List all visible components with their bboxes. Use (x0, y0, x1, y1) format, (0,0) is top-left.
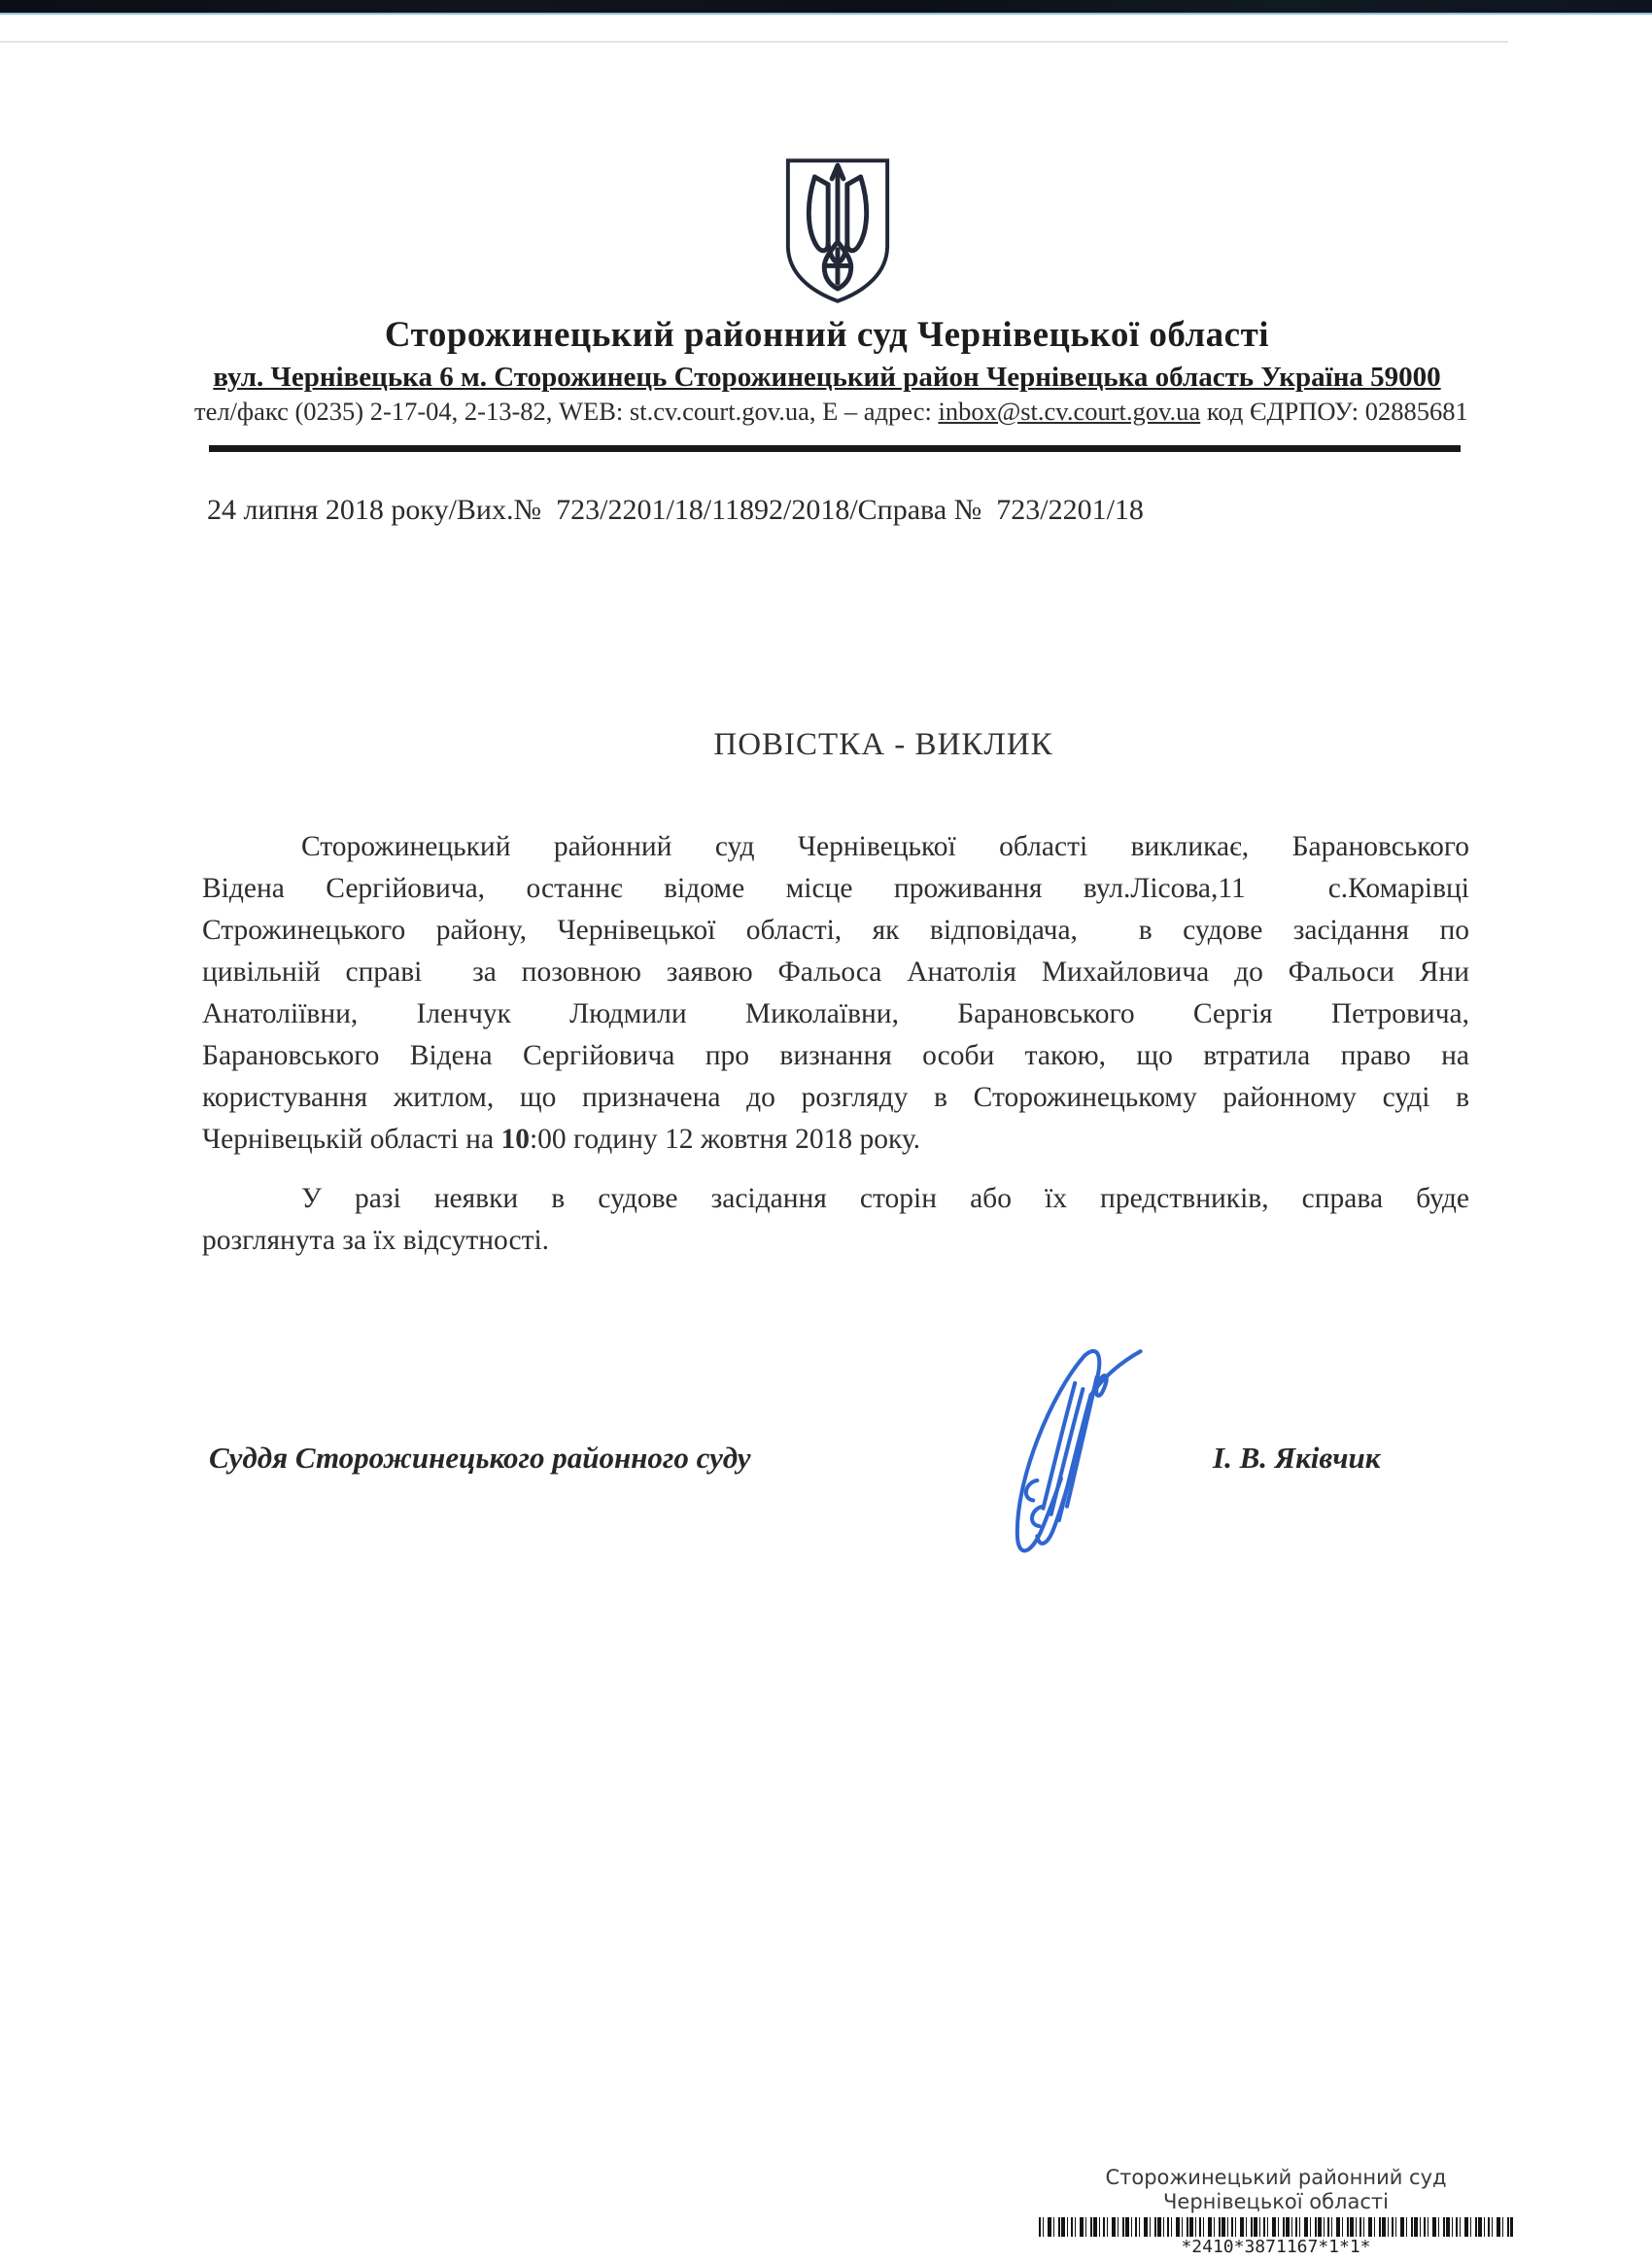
scan-edge-strip (0, 0, 1652, 15)
ukraine-trident-emblem-icon (780, 156, 895, 307)
barcode (1039, 2217, 1513, 2237)
judge-role-label: Суддя Сторожинецького районного суду (209, 1441, 751, 1475)
paragraph-line: користування житлом, що призначена до розгляду в Сторожинецькому районному суді в (202, 1082, 1469, 1113)
hearing-date-pre: Чернівецькій області на (202, 1124, 501, 1155)
contact-pre: тел/факс (0235) 2-17-04, 2-13-82, WEB: st.cv.court.gov.ua, Е – адрес: (194, 397, 939, 426)
footer-barcode-block (994, 2166, 1558, 2257)
hearing-date-post: :00 годину 12 жовтня 2018 року. (529, 1124, 921, 1155)
footer-court-name-line1: Сторожинецький районний суд (1105, 2166, 1447, 2189)
contact-email: inbox@st.cv.court.gov.ua (938, 397, 1201, 426)
footer-court-name-line2: Чернівецької області (1163, 2190, 1389, 2213)
letterhead-rule (209, 445, 1461, 452)
paragraph-line: Відена Сергійовича, останнє відоме місце проживання вул.Лісова,11 с.Комарівці (202, 873, 1469, 904)
paragraph-line: цивільній справі за позовною заявою Фальоса Анатолія Михайловича до Фальоси Яни (202, 957, 1469, 988)
barcode-value: *2410*3871167*1*1* (1181, 2237, 1371, 2257)
scan-artifact-line (0, 41, 1508, 43)
paragraph-line: Строжинецького району, Чернівецької області, як відповідача, в судове засідання по (202, 915, 1469, 946)
judge-name: І. В. Яківчик (1213, 1441, 1381, 1475)
court-name: Сторожинецький районний суд Чернівецької області (384, 315, 1270, 355)
judge-signature-scribble (980, 1341, 1154, 1570)
paragraph-line: Барановського Відена Сергійовича про визнання особи такою, що втратила право на (202, 1040, 1469, 1071)
body-paragraph-1 (202, 826, 1469, 1161)
court-address: вул. Чернівецька 6 м. Сторожинець Сторожинецький район Чернівецька область Україна 59000 (213, 362, 1441, 393)
contact-post: код ЄДРПОУ: 02885681 (1200, 397, 1468, 426)
letterhead (194, 314, 1468, 427)
document-title: ПОВІСТКА - ВИКЛИК (713, 727, 1053, 762)
court-contact-line (194, 396, 1468, 427)
paragraph-line: розглянута за їх відсутності. (202, 1225, 550, 1256)
paragraph-line: Сторожинецький районний суд Чернівецької області викликає, Барановського (301, 831, 1469, 862)
paragraph-line: У разі неявки в судове засідання сторін або їх предствників, справа буде (301, 1183, 1469, 1214)
paragraph-line: Анатоліївни, Іленчук Людмили Миколаївни, Барановського Сергія Петровича, (202, 998, 1469, 1029)
paragraph-line (202, 1119, 1469, 1161)
reference-line: 24 липня 2018 року/Вих.№ 723/2201/18/11892/2018/Справа № 723/2201/18 (207, 494, 1144, 526)
body-paragraph-2 (202, 1178, 1469, 1262)
hearing-time: 10 (500, 1124, 530, 1155)
